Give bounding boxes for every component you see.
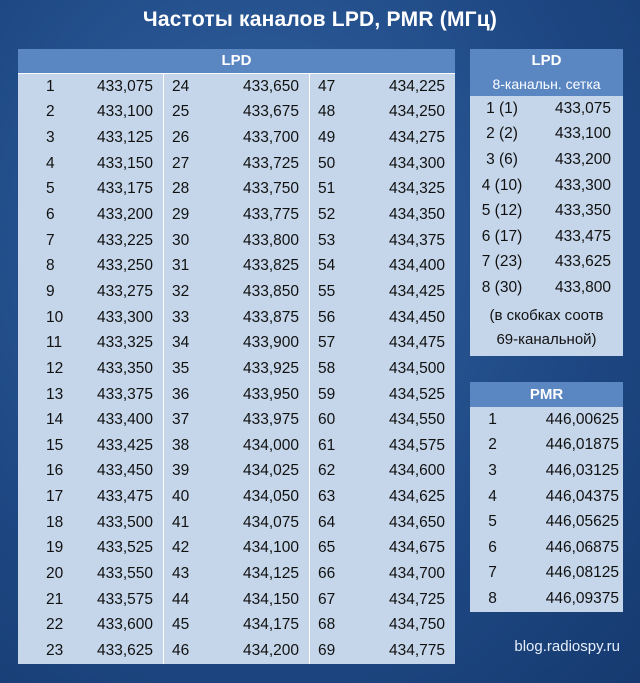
channel-number: 8 (30) (481, 278, 523, 296)
lpd8-note-line1: (в скобках соотв (489, 306, 604, 324)
table-row (18, 484, 163, 510)
table-row (310, 536, 455, 562)
channel-number: 52 (318, 206, 336, 224)
channel-number: 28 (172, 180, 190, 198)
table-row (470, 198, 623, 224)
channel-frequency: 446,00625 (545, 410, 619, 428)
channel-frequency: 434,775 (388, 641, 445, 659)
pmr-table (470, 382, 623, 612)
table-row (310, 356, 455, 382)
channel-frequency: 446,03125 (545, 461, 619, 479)
channel-frequency: 433,850 (242, 282, 299, 300)
table-row (310, 638, 455, 664)
channel-frequency: 433,300 (554, 176, 611, 194)
table-row (310, 100, 455, 126)
channel-frequency: 434,250 (388, 103, 445, 121)
table-row (164, 253, 309, 279)
channel-frequency: 446,08125 (545, 564, 619, 582)
table-row (18, 510, 163, 536)
channel-frequency: 433,625 (554, 253, 611, 271)
channel-number: 2 (46, 103, 55, 121)
table-row (18, 279, 163, 305)
channel-frequency: 434,125 (242, 564, 299, 582)
channel-number: 16 (46, 462, 64, 480)
lpd8-note-line2: 69-канальной) (496, 330, 597, 348)
channel-frequency: 434,050 (242, 488, 299, 506)
channel-number: 63 (318, 488, 336, 506)
channel-number: 50 (318, 154, 336, 172)
table-row (310, 74, 455, 100)
page-title: Частоты каналов LPD, PMR (МГц) (142, 8, 498, 31)
table-row (164, 536, 309, 562)
channel-number: 2 (2) (486, 125, 518, 143)
lpd-column (18, 74, 163, 664)
channel-number: 12 (46, 359, 64, 377)
table-row (470, 509, 623, 535)
channel-number: 5 (488, 513, 497, 531)
table-row (310, 510, 455, 536)
lpd8-subheader: 8-канальн. сетка (470, 73, 623, 96)
channel-frequency: 434,575 (388, 436, 445, 454)
table-row (310, 484, 455, 510)
table-row (164, 177, 309, 203)
table-row (470, 96, 623, 122)
channel-frequency: 433,725 (242, 154, 299, 172)
table-row (310, 612, 455, 638)
table-row (18, 100, 163, 126)
channel-frequency: 433,075 (96, 77, 153, 95)
table-row (164, 330, 309, 356)
channel-number: 6 (488, 538, 497, 556)
channel-frequency: 433,300 (96, 308, 153, 326)
channel-number: 9 (46, 282, 55, 300)
channel-frequency: 434,475 (388, 334, 445, 352)
table-row (18, 125, 163, 151)
channel-frequency: 433,425 (96, 436, 153, 454)
lpd-columns (18, 74, 455, 664)
channel-frequency: 433,525 (96, 539, 153, 557)
channel-frequency: 433,650 (242, 77, 299, 95)
channel-number: 24 (172, 77, 190, 95)
channel-number: 47 (318, 77, 336, 95)
table-row (18, 305, 163, 331)
channel-number: 38 (172, 436, 190, 454)
channel-number: 67 (318, 590, 336, 608)
table-row (18, 561, 163, 587)
table-row (18, 356, 163, 382)
table-row (310, 202, 455, 228)
channel-number: 2 (488, 436, 497, 454)
channel-frequency: 433,775 (242, 206, 299, 224)
channel-frequency: 434,150 (242, 590, 299, 608)
table-row (164, 638, 309, 664)
channel-number: 59 (318, 385, 336, 403)
channel-frequency: 446,05625 (545, 513, 619, 531)
table-row (164, 407, 309, 433)
channel-frequency: 434,000 (242, 436, 299, 454)
channel-number: 54 (318, 257, 336, 275)
lpd-column (309, 74, 455, 664)
channel-frequency: 433,900 (242, 334, 299, 352)
channel-number: 4 (46, 154, 55, 172)
table-row (470, 433, 623, 459)
channel-frequency: 446,04375 (545, 487, 619, 505)
channel-number: 68 (318, 616, 336, 634)
channel-number: 4 (488, 487, 497, 505)
table-row (310, 433, 455, 459)
channel-number: 23 (46, 641, 64, 659)
table-row (18, 151, 163, 177)
channel-number: 5 (46, 180, 55, 198)
channel-number: 36 (172, 385, 190, 403)
channel-number: 25 (172, 103, 190, 121)
channel-frequency: 446,06875 (545, 538, 619, 556)
channel-number: 1 (46, 77, 55, 95)
table-row (310, 407, 455, 433)
table-row (164, 459, 309, 485)
table-row (164, 510, 309, 536)
table-row (164, 561, 309, 587)
channel-number: 51 (318, 180, 336, 198)
channel-frequency: 433,500 (96, 513, 153, 531)
table-row (310, 305, 455, 331)
channel-number: 45 (172, 616, 190, 634)
channel-number: 40 (172, 488, 190, 506)
site-watermark: blog.radiospy.ru (514, 638, 620, 655)
channel-frequency: 434,700 (388, 564, 445, 582)
channel-frequency: 434,350 (388, 206, 445, 224)
channel-frequency: 433,350 (96, 359, 153, 377)
channel-frequency: 433,475 (554, 227, 611, 245)
lpd8-rows (470, 96, 623, 301)
table-row (18, 612, 163, 638)
pmr-table-header: PMR (470, 382, 623, 407)
table-row (470, 250, 623, 276)
channel-frequency: 434,750 (388, 616, 445, 634)
channel-number: 10 (46, 308, 64, 326)
table-row (164, 228, 309, 254)
table-row (164, 125, 309, 151)
channel-number: 8 (46, 257, 55, 275)
channel-frequency: 433,375 (96, 385, 153, 403)
channel-number: 6 (46, 206, 55, 224)
lpd8-table (470, 49, 623, 356)
table-row (164, 100, 309, 126)
channel-frequency: 434,225 (388, 77, 445, 95)
channel-frequency: 433,925 (242, 359, 299, 377)
channel-number: 41 (172, 513, 190, 531)
channel-frequency: 433,350 (554, 202, 611, 220)
channel-number: 49 (318, 129, 336, 147)
channel-frequency: 433,950 (242, 385, 299, 403)
lpd-table (18, 49, 455, 664)
table-row (164, 305, 309, 331)
channel-frequency: 433,100 (554, 125, 611, 143)
table-row (470, 586, 623, 612)
channel-frequency: 433,875 (242, 308, 299, 326)
channel-frequency: 434,625 (388, 488, 445, 506)
channel-number: 18 (46, 513, 64, 531)
table-row (310, 561, 455, 587)
table-row (164, 202, 309, 228)
channel-number: 65 (318, 539, 336, 557)
table-row (164, 587, 309, 613)
channel-frequency: 434,275 (388, 129, 445, 147)
table-row (470, 535, 623, 561)
channel-frequency: 433,225 (96, 231, 153, 249)
channel-number: 11 (46, 334, 63, 352)
channel-number: 53 (318, 231, 336, 249)
channel-number: 58 (318, 359, 336, 377)
table-row (18, 536, 163, 562)
channel-frequency: 433,100 (96, 103, 153, 121)
channel-number: 3 (46, 129, 55, 147)
table-row (310, 228, 455, 254)
table-row (470, 122, 623, 148)
channel-frequency: 433,800 (242, 231, 299, 249)
table-row (18, 74, 163, 100)
channel-frequency: 433,675 (242, 103, 299, 121)
table-row (310, 253, 455, 279)
table-row (164, 279, 309, 305)
channel-number: 48 (318, 103, 336, 121)
channel-number: 8 (488, 589, 497, 607)
channel-number: 43 (172, 564, 190, 582)
channel-frequency: 434,075 (242, 513, 299, 531)
channel-number: 4 (10) (481, 176, 523, 194)
lpd-column (163, 74, 309, 664)
table-row (18, 459, 163, 485)
channel-frequency: 434,100 (242, 539, 299, 557)
channel-number: 32 (172, 282, 190, 300)
channel-number: 14 (46, 411, 64, 429)
channel-number: 7 (488, 564, 497, 582)
table-row (310, 382, 455, 408)
channel-number: 42 (172, 539, 190, 557)
table-row (18, 177, 163, 203)
channel-number: 19 (46, 539, 64, 557)
channel-frequency: 433,400 (96, 411, 153, 429)
channel-number: 57 (318, 334, 336, 352)
channel-frequency: 434,325 (388, 180, 445, 198)
table-row (310, 587, 455, 613)
table-row (18, 228, 163, 254)
channel-frequency: 434,600 (388, 462, 445, 480)
channel-frequency: 433,200 (554, 150, 611, 168)
channel-frequency: 434,550 (388, 411, 445, 429)
table-row (164, 151, 309, 177)
channel-number: 37 (172, 411, 190, 429)
channel-frequency: 433,450 (96, 462, 153, 480)
table-row (164, 612, 309, 638)
channel-number: 7 (46, 231, 55, 249)
channel-frequency: 433,550 (96, 564, 153, 582)
channel-frequency: 433,250 (96, 257, 153, 275)
channel-number: 17 (46, 488, 64, 506)
channel-frequency: 446,09375 (545, 589, 619, 607)
table-row (18, 587, 163, 613)
table-row (470, 484, 623, 510)
channel-frequency: 434,375 (388, 231, 445, 249)
channel-frequency: 434,525 (388, 385, 445, 403)
channel-number: 56 (318, 308, 336, 326)
table-row (18, 638, 163, 664)
channel-frequency: 433,125 (96, 129, 153, 147)
table-row (310, 177, 455, 203)
pmr-rows (470, 407, 623, 612)
channel-number: 33 (172, 308, 190, 326)
channel-number: 20 (46, 564, 64, 582)
channel-frequency: 433,700 (242, 129, 299, 147)
channel-frequency: 446,01875 (545, 436, 619, 454)
channel-frequency: 433,150 (96, 154, 153, 172)
channel-frequency: 433,175 (96, 180, 153, 198)
channel-frequency: 433,800 (554, 278, 611, 296)
table-row (310, 330, 455, 356)
channel-frequency: 433,075 (554, 99, 611, 117)
channel-frequency: 433,975 (242, 411, 299, 429)
channel-number: 6 (17) (481, 227, 523, 245)
channel-number: 3 (6) (486, 150, 518, 168)
table-row (164, 356, 309, 382)
channel-frequency: 434,300 (388, 154, 445, 172)
table-row (470, 458, 623, 484)
table-row (470, 407, 623, 433)
table-row (164, 382, 309, 408)
channel-number: 31 (172, 257, 190, 275)
table-row (164, 484, 309, 510)
channel-frequency: 433,325 (96, 334, 153, 352)
channel-frequency: 433,200 (96, 206, 153, 224)
table-row (470, 224, 623, 250)
channel-number: 39 (172, 462, 190, 480)
channel-number: 55 (318, 282, 336, 300)
table-row (164, 433, 309, 459)
table-row (18, 382, 163, 408)
channel-number: 46 (172, 641, 190, 659)
lpd8-note (470, 304, 623, 352)
channel-number: 1 (1) (486, 99, 518, 117)
channel-number: 3 (488, 461, 497, 479)
channel-frequency: 434,200 (242, 641, 299, 659)
channel-frequency: 434,650 (388, 513, 445, 531)
channel-number: 62 (318, 462, 336, 480)
channel-number: 15 (46, 436, 64, 454)
channel-number: 29 (172, 206, 190, 224)
channel-number: 26 (172, 129, 190, 147)
channel-frequency: 433,750 (242, 180, 299, 198)
table-row (18, 202, 163, 228)
channel-number: 5 (12) (481, 202, 523, 220)
channel-frequency: 433,575 (96, 590, 153, 608)
channel-frequency: 434,425 (388, 282, 445, 300)
channel-frequency: 434,500 (388, 359, 445, 377)
channel-number: 60 (318, 411, 336, 429)
table-row (470, 275, 623, 301)
channel-number: 64 (318, 513, 336, 531)
channel-number: 22 (46, 616, 64, 634)
table-row (18, 407, 163, 433)
channel-number: 27 (172, 154, 190, 172)
channel-frequency: 434,450 (388, 308, 445, 326)
channel-frequency: 433,825 (242, 257, 299, 275)
channel-frequency: 434,675 (388, 539, 445, 557)
channel-frequency: 434,400 (388, 257, 445, 275)
channel-number: 35 (172, 359, 190, 377)
channel-number: 13 (46, 385, 64, 403)
channel-frequency: 434,025 (242, 462, 299, 480)
channel-number: 61 (318, 436, 336, 454)
table-row (470, 173, 623, 199)
channel-number: 44 (172, 590, 190, 608)
channel-number: 34 (172, 334, 190, 352)
table-row (310, 459, 455, 485)
channel-frequency: 434,725 (388, 590, 445, 608)
table-row (18, 253, 163, 279)
table-row (470, 561, 623, 587)
channel-number: 21 (46, 590, 64, 608)
channel-frequency: 433,475 (96, 488, 153, 506)
table-row (310, 279, 455, 305)
table-row (18, 433, 163, 459)
channel-number: 69 (318, 641, 336, 659)
table-row (470, 147, 623, 173)
channel-number: 1 (488, 410, 497, 428)
table-row (310, 125, 455, 151)
lpd8-table-header: LPD (470, 49, 623, 73)
lpd-table-header: LPD (18, 49, 455, 74)
channel-number: 30 (172, 231, 190, 249)
table-row (310, 151, 455, 177)
channel-number: 66 (318, 564, 336, 582)
channel-frequency: 434,175 (242, 616, 299, 634)
channel-frequency: 433,625 (96, 641, 153, 659)
table-row (164, 74, 309, 100)
channel-frequency: 433,600 (96, 616, 153, 634)
table-row (18, 330, 163, 356)
channel-number: 7 (23) (481, 253, 523, 271)
channel-frequency: 433,275 (96, 282, 153, 300)
